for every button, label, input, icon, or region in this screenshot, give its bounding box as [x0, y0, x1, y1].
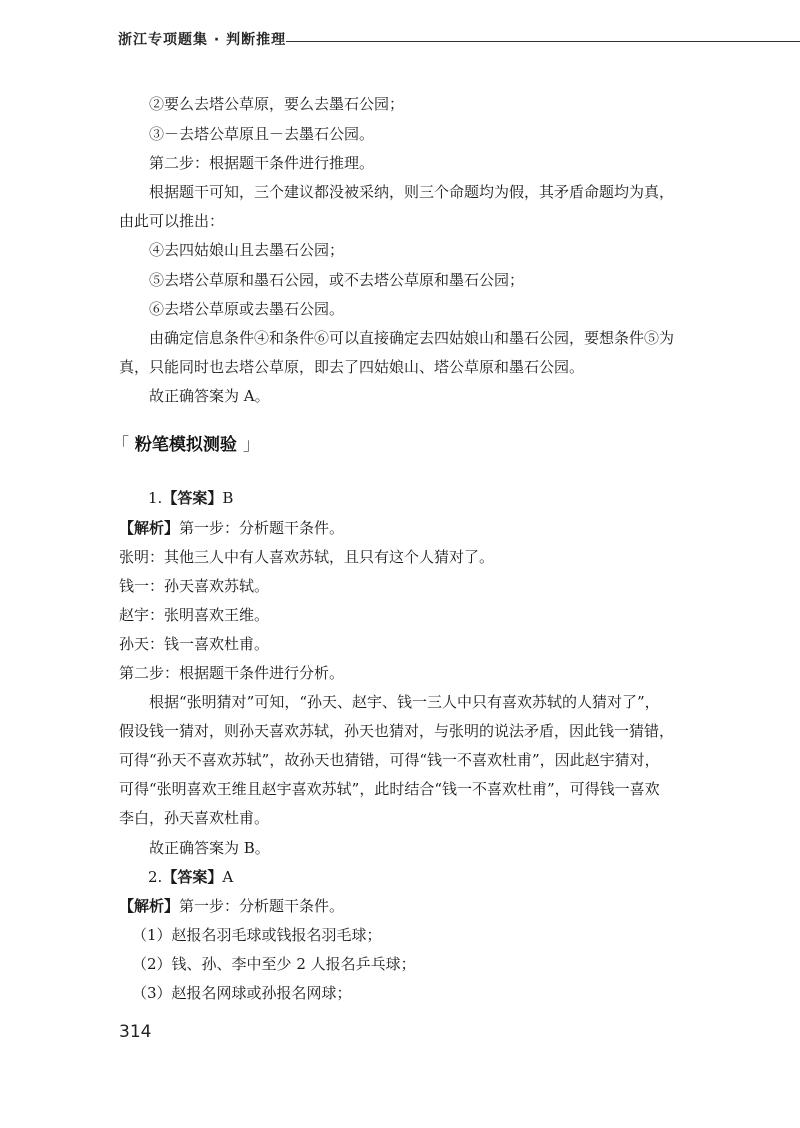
answer-value: A: [222, 868, 234, 886]
text-line: 孙天：钱一喜欢杜甫。: [119, 635, 270, 653]
text-line: 钱一：孙天喜欢苏轼。: [119, 577, 270, 595]
text-line: 真，只能同时也去塔公草原，即去了四姑娘山、塔公草原和墨石公园。: [119, 358, 585, 376]
text-line: 由此可以推出：: [119, 212, 225, 230]
text-line: 张明：其他三人中有人喜欢苏轼，且只有这个人猜对了。: [119, 548, 495, 566]
text-line: 故正确答案为 B。: [149, 839, 270, 857]
page-number: 314: [119, 1022, 152, 1042]
analysis-tag: 【解析】: [119, 897, 180, 915]
text-line: 可得“孙天不喜欢苏轼”，故孙天也猜错，可得“钱一不喜欢杜甫”，因此赵宇猜对，: [119, 751, 660, 769]
question-number: 1.: [148, 489, 163, 507]
text-line: （3）赵报名网球或孙报名网球；: [132, 984, 352, 1002]
text-line: 可得“张明喜欢王维且赵宇喜欢苏轼”，此时结合“钱一不喜欢杜甫”，可得钱一喜欢: [119, 780, 660, 798]
text-line: （2）钱、孙、李中至少 2 人报名乒乓球；: [132, 955, 416, 973]
answer-tag: 【答案】: [162, 489, 223, 507]
answer-tag: 【答案】: [162, 868, 223, 886]
question-1-analysis: [119, 518, 344, 538]
text-line: 故正确答案为 A。: [149, 387, 270, 405]
text-line: ②要么去塔公草原，要么去墨石公园；: [149, 95, 405, 113]
text-line: 由确定信息条件④和条件⑥可以直接确定去四姑娘山和墨石公园，要想条件⑤为: [149, 329, 675, 347]
header-rule: [286, 41, 800, 42]
text-line: 李白，孙天喜欢杜甫。: [119, 809, 270, 827]
section-bracket-close: 」: [242, 435, 260, 455]
text-line: ④去四姑娘山且去墨石公园；: [149, 241, 345, 259]
question-2-analysis: [119, 896, 344, 916]
header-title: 浙江专项题集 · 判断推理: [118, 30, 294, 50]
running-header: [118, 30, 718, 52]
text-line: 赵宇：张明喜欢王维。: [119, 606, 270, 624]
text-line: （1）赵报名羽毛球或钱报名羽毛球；: [132, 926, 382, 944]
text-line: 假设钱一猜对，则孙天喜欢苏轼，孙天也猜对，与张明的说法矛盾，因此钱一猜错，: [119, 722, 675, 740]
section-title-text: 粉笔模拟测验: [134, 435, 237, 455]
text-line: ⑥去塔公草原或去墨石公园。: [149, 300, 345, 318]
section-bracket-open: 「: [112, 435, 129, 455]
text-line: 根据题干可知，三个建议都没被采纳，则三个命题均为假，其矛盾命题均为真，: [149, 183, 675, 201]
text-line: 第二步：根据题干条件进行分析。: [119, 664, 345, 682]
text-line: ③－去塔公草原且－去墨石公园。: [149, 125, 375, 143]
question-number: 2.: [148, 868, 163, 886]
text-line: 第二步：根据题干条件进行推理。: [149, 154, 375, 172]
text-line: ⑤去塔公草原和墨石公园，或不去塔公草原和墨石公园；: [149, 271, 525, 289]
analysis-tag: 【解析】: [119, 519, 180, 537]
text-line: 根据“张明猜对”可知，“孙天、赵宇、钱一三人中只有喜欢苏轼的人猜对了”，: [149, 693, 660, 711]
section-title: [112, 430, 260, 455]
question-2-answer: [148, 867, 233, 887]
answer-value: B: [222, 489, 234, 507]
analysis-step: 第一步：分析题干条件。: [179, 519, 345, 537]
analysis-step: 第一步：分析题干条件。: [179, 897, 345, 915]
question-1-answer: [148, 488, 233, 508]
